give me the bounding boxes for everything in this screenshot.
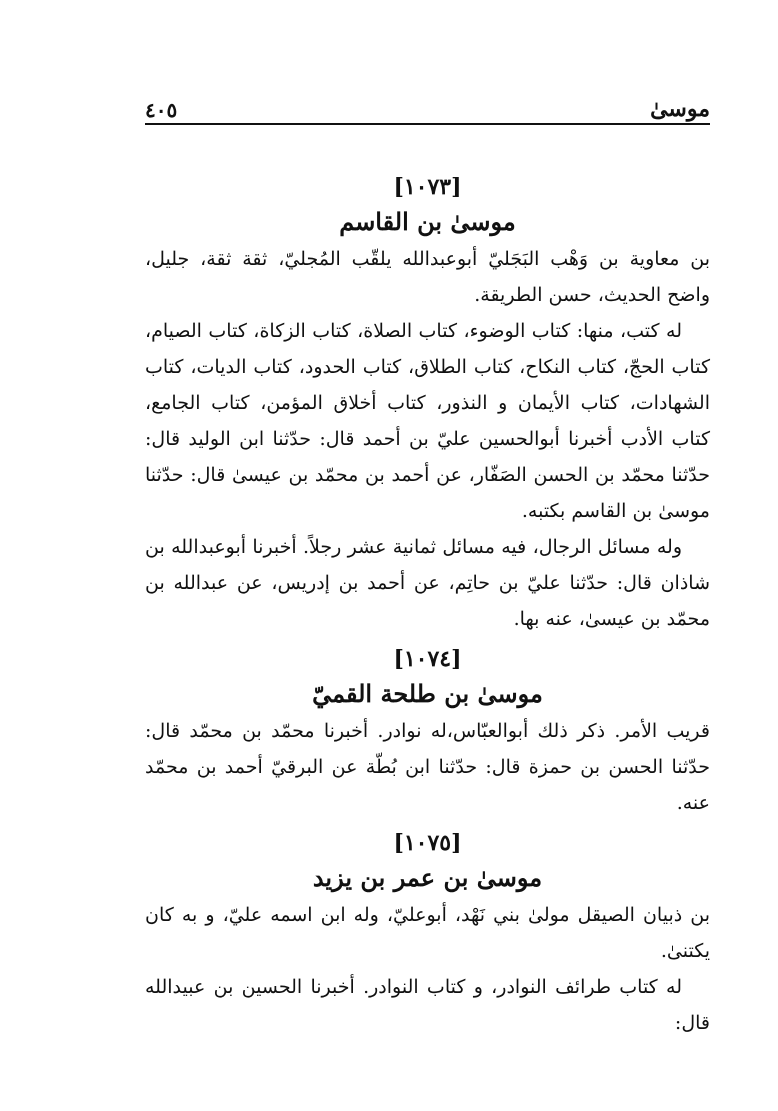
entry-title: موسىٰ بن عمر بن يزيد <box>312 863 543 892</box>
entry-number: [١٠٧٤] <box>393 646 462 672</box>
entry-1075 <box>145 827 710 1041</box>
entry-paragraph: له كتاب طرائف النوادر، و كتاب النوادر. أخبرنا الحسين بن عبيدالله قال: <box>145 976 710 1034</box>
header-rule <box>145 123 710 125</box>
entry-number: [١٠٧٣] <box>393 174 462 200</box>
page-header <box>145 86 710 122</box>
page-body <box>145 165 710 1041</box>
entry-paragraph: بن ذبيان الصيقل مولىٰ بني نَهْد، أبوعليّ، وله ابن اسمه عليّ، و به كان يكتنىٰ. <box>145 904 710 962</box>
page-number: ٤٠٥ <box>145 98 178 122</box>
entry-1073 <box>145 171 710 637</box>
entry-paragraph: قريب الأمر. ذكر ذلك أبوالعبّاس،له نوادر. أخبرنا محمّد بن محمّد قال: حدّثنا الحسن بن حمزة قال: حدّثنا ابن بُطّة عن البرقيّ أحمد بن محمّد عنه. <box>145 720 710 814</box>
entry-number: [١٠٧٥] <box>393 830 462 856</box>
entry-paragraph: له كتب، منها: كتاب الوضوء، كتاب الصلاة، كتاب الزكاة، كتاب الصيام، كتاب الحجّ، كتاب النكاح، كتاب الطلاق، كتاب الحدود، كتاب الديات، كتاب الشهادات، كتاب الأيمان و النذور، كتاب أخلاق المؤمن، كتاب الجامع، كتاب الأدب أخبرنا أبوالحسين عليّ بن أحمد قال: حدّثنا ابن الوليد قال: حدّثنا محمّد بن الحسن الصَفّار، عن أحمد بن محمّد بن عيسىٰ قال: حدّثنا موسىٰ بن القاسم بكتبه. <box>145 320 710 522</box>
entry-title: موسىٰ بن طلحة القميّ <box>312 679 543 708</box>
running-header-title: موسىٰ <box>650 96 710 122</box>
entry-paragraph: وله مسائل الرجال، فيه مسائل ثمانية عشر رجلاً. أخبرنا أبوعبدالله بن شاذان قال: حدّثنا عليّ بن حاتِم، عن أحمد بن إدريس، عن عبدالله بن محمّد بن عيسىٰ، عنه بها. <box>145 536 710 630</box>
entry-title: موسىٰ بن القاسم <box>339 207 516 236</box>
entry-1074 <box>145 643 710 821</box>
entry-paragraph: بن معاوية بن وَهْب البَجَليّ أبوعبدالله يلقّب المُجليّ، ثقة ثقة، جليل، واضح الحديث، حسن الطريقة. <box>145 248 710 306</box>
